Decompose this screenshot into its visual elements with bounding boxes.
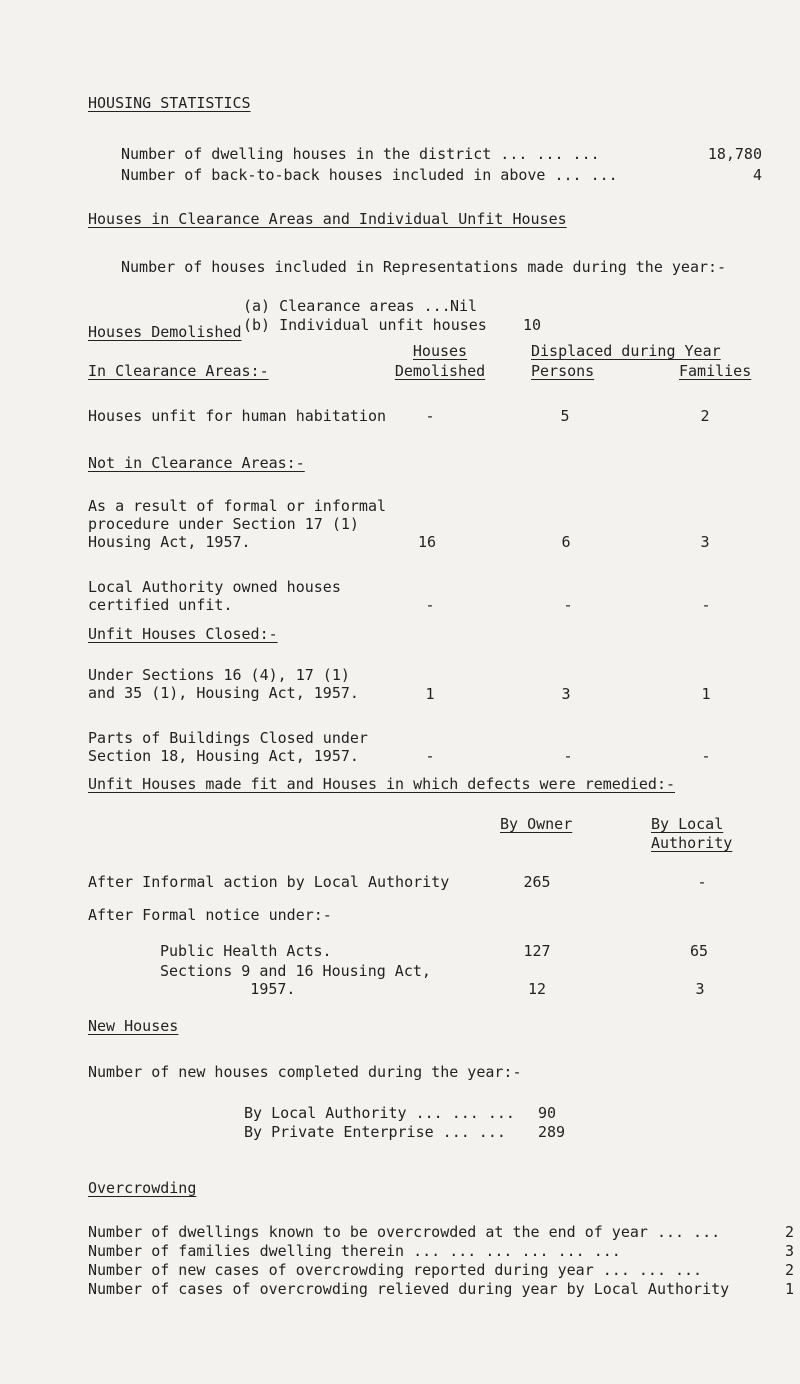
sections-la: 3 [695, 980, 705, 998]
row-persons: 3 [561, 685, 571, 703]
overcrowding-heading: Overcrowding [88, 1179, 197, 1197]
informal-owner: 265 [523, 873, 551, 891]
row-label: Houses unfit for human habitation [88, 407, 387, 425]
row-families: - [701, 596, 711, 614]
overcrowding-value: 2 [785, 1223, 795, 1241]
row-families: 3 [700, 533, 710, 551]
overcrowding-label: Number of cases of overcrowding relieved during year by Local Authority [88, 1280, 730, 1298]
informal-label: After Informal action by Local Authority [88, 873, 450, 891]
clearance-b-value: 10 [523, 316, 542, 334]
row-persons: - [563, 596, 573, 614]
in-clearance-heading: In Clearance Areas:- [88, 362, 269, 380]
backtoback-label: Number of back-to-back houses included in above ... ... [121, 166, 618, 184]
pha-label: Public Health Acts. [160, 942, 332, 960]
col-by-la-1: By Local [651, 815, 724, 833]
col-houses-2: Demolished [394, 362, 486, 380]
sections-label: Sections 9 and 16 Housing Act, 1957. [160, 962, 431, 998]
dwellings-label: Number of dwelling houses in the district ... ... ... [121, 145, 600, 163]
closed-heading: Unfit Houses Closed:- [88, 625, 278, 643]
overcrowding-label: Number of new cases of overcrowding reported during year ... ... ... [88, 1261, 703, 1279]
row-label: Local Authority owned houses certified unfit. [88, 578, 341, 614]
row-families: - [701, 747, 711, 765]
sections-owner: 12 [527, 980, 547, 998]
row-houses: - [425, 407, 435, 425]
backtoback-value: 4 [752, 166, 762, 184]
new-private-value: 289 [538, 1123, 566, 1141]
col-persons: Persons [531, 362, 595, 380]
row-houses: - [425, 596, 435, 614]
clearance-a-value: Nil [450, 297, 478, 315]
pha-la: 65 [689, 942, 709, 960]
new-private-label: By Private Enterprise ... ... [244, 1123, 506, 1141]
row-persons: - [563, 747, 573, 765]
new-houses-heading: New Houses [88, 1017, 179, 1035]
overcrowding-value: 3 [785, 1242, 795, 1260]
row-families: 2 [700, 407, 710, 425]
row-label: Parts of Buildings Closed under Section 18, Housing Act, 1957. [88, 729, 368, 765]
row-persons: 6 [561, 533, 571, 551]
row-houses: 16 [417, 533, 437, 551]
formal-label: After Formal notice under:- [88, 906, 332, 924]
clearance-b-label: (b) Individual unfit houses [243, 316, 487, 334]
pha-owner: 127 [523, 942, 551, 960]
overcrowding-value: 1 [785, 1280, 795, 1298]
clearance-a-label: (a) Clearance areas ... [243, 297, 451, 315]
not-in-clearance-heading: Not in Clearance Areas:- [88, 454, 305, 472]
overcrowding-label: Number of families dwelling therein ... ... ... ... ... ... [88, 1242, 621, 1260]
row-houses: - [425, 747, 435, 765]
new-la-value: 90 [538, 1104, 557, 1122]
demolished-heading: Houses Demolished [88, 323, 242, 341]
page-title: HOUSING STATISTICS [88, 94, 251, 112]
row-label: As a result of formal or informal procedure under Section 17 (1) Housing Act, 1957. [88, 497, 387, 551]
remedied-heading: Unfit Houses made fit and Houses in which defects were remedied:- [88, 775, 675, 793]
col-by-owner: By Owner [500, 815, 573, 833]
overcrowding-value: 2 [785, 1261, 795, 1279]
col-houses-1: Houses [412, 342, 468, 360]
informal-la: - [697, 873, 707, 891]
dwellings-value: 18,780 [707, 145, 762, 163]
new-houses-completed: Number of new houses completed during the year:- [88, 1063, 522, 1081]
row-families: 1 [701, 685, 711, 703]
representations-text: Number of houses included in Representations made during the year:- [121, 258, 727, 276]
col-families: Families [679, 362, 752, 380]
new-la-label: By Local Authority ... ... ... [244, 1104, 515, 1122]
col-by-la-2: Authority [651, 834, 733, 852]
col-displaced: Displaced during Year [531, 342, 721, 360]
row-houses: 1 [425, 685, 435, 703]
row-label: Under Sections 16 (4), 17 (1) and 35 (1), Housing Act, 1957. [88, 666, 359, 702]
clearance-heading: Houses in Clearance Areas and Individual Unfit Houses [88, 210, 567, 228]
row-persons: 5 [560, 407, 570, 425]
overcrowding-label: Number of dwellings known to be overcrowded at the end of year ... ... [88, 1223, 721, 1241]
